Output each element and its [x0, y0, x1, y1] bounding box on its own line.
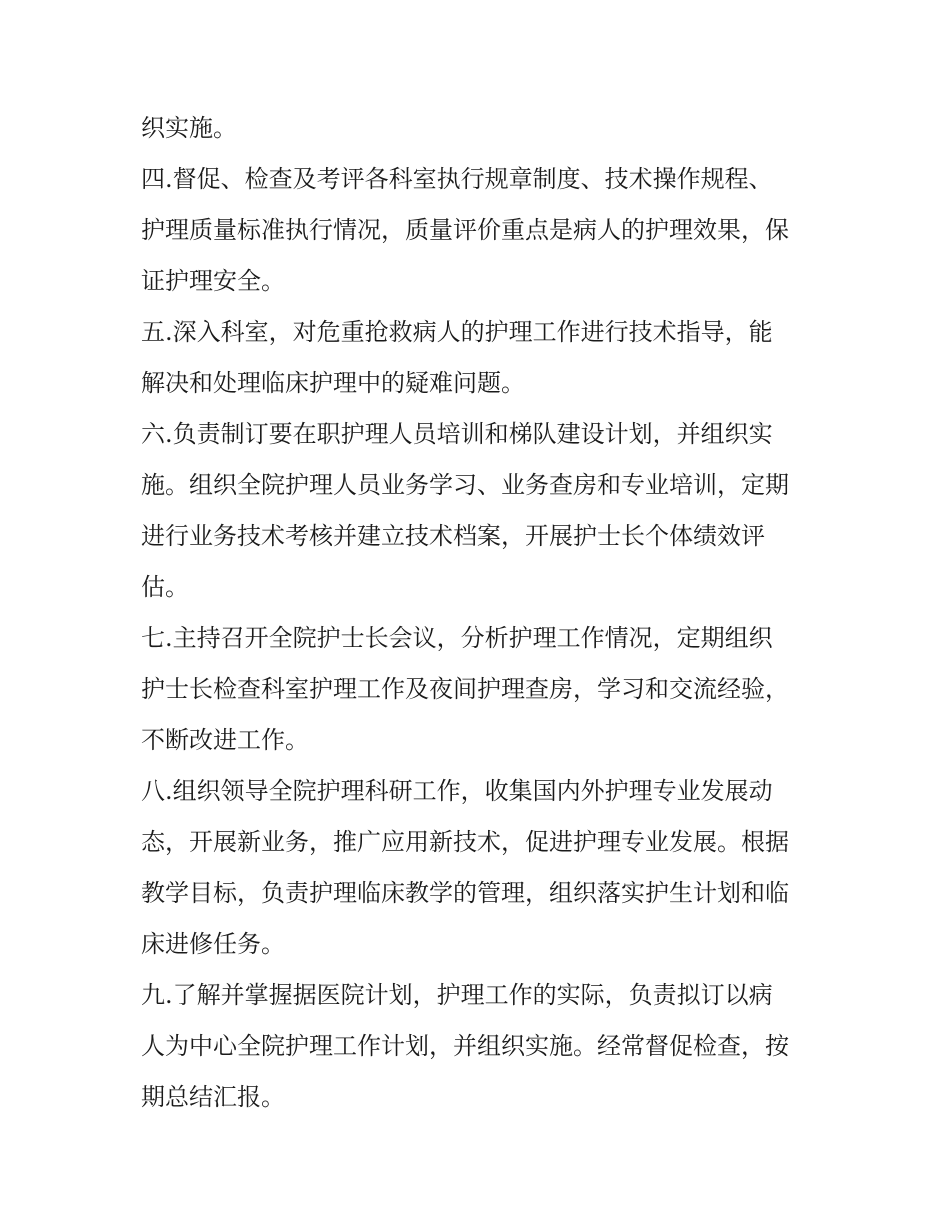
text-line: 护士长检查科室护理工作及夜间护理查房，学习和交流经验，: [141, 675, 789, 703]
text-line: 证护理安全。: [141, 267, 285, 295]
text-line: 床进修任务。: [141, 930, 285, 958]
text-line: 五.深入科室，对危重抢救病人的护理工作进行技术指导，能: [141, 318, 773, 346]
text-line: 施。组织全院护理人员业务学习、业务查房和专业培训，定期: [141, 471, 789, 499]
text-line: 织实施。: [141, 114, 237, 142]
text-line: 四.督促、检查及考评各科室执行规章制度、技术操作规程、: [141, 165, 773, 193]
text-line: 进行业务技术考核并建立技术档案，开展护士长个体绩效评: [141, 522, 765, 550]
text-line: 态，开展新业务，推广应用新技术，促进护理专业发展。根据: [141, 828, 789, 856]
document-page: [141, 108, 841, 1128]
text-line: 九.了解并掌握据医院计划，护理工作的实际，负责拟订以病: [141, 981, 773, 1009]
text-line: 八.组织领导全院护理科研工作，收集国内外护理专业发展动: [141, 777, 773, 805]
text-line: 七.主持召开全院护士长会议，分析护理工作情况，定期组织: [141, 624, 773, 652]
text-line: 期总结汇报。: [141, 1083, 285, 1111]
text-line: 解决和处理临床护理中的疑难问题。: [141, 369, 525, 397]
text-line: 人为中心全院护理工作计划，并组织实施。经常督促检查，按: [141, 1032, 789, 1060]
text-line: 估。: [141, 573, 189, 601]
text-line: 六.负责制订要在职护理人员培训和梯队建设计划，并组织实: [141, 420, 773, 448]
text-line: 不断改进工作。: [141, 726, 309, 754]
text-line: 护理质量标准执行情况，质量评价重点是病人的护理效果，保: [141, 216, 789, 244]
text-line: 教学目标，负责护理临床教学的管理，组织落实护生计划和临: [141, 879, 789, 907]
